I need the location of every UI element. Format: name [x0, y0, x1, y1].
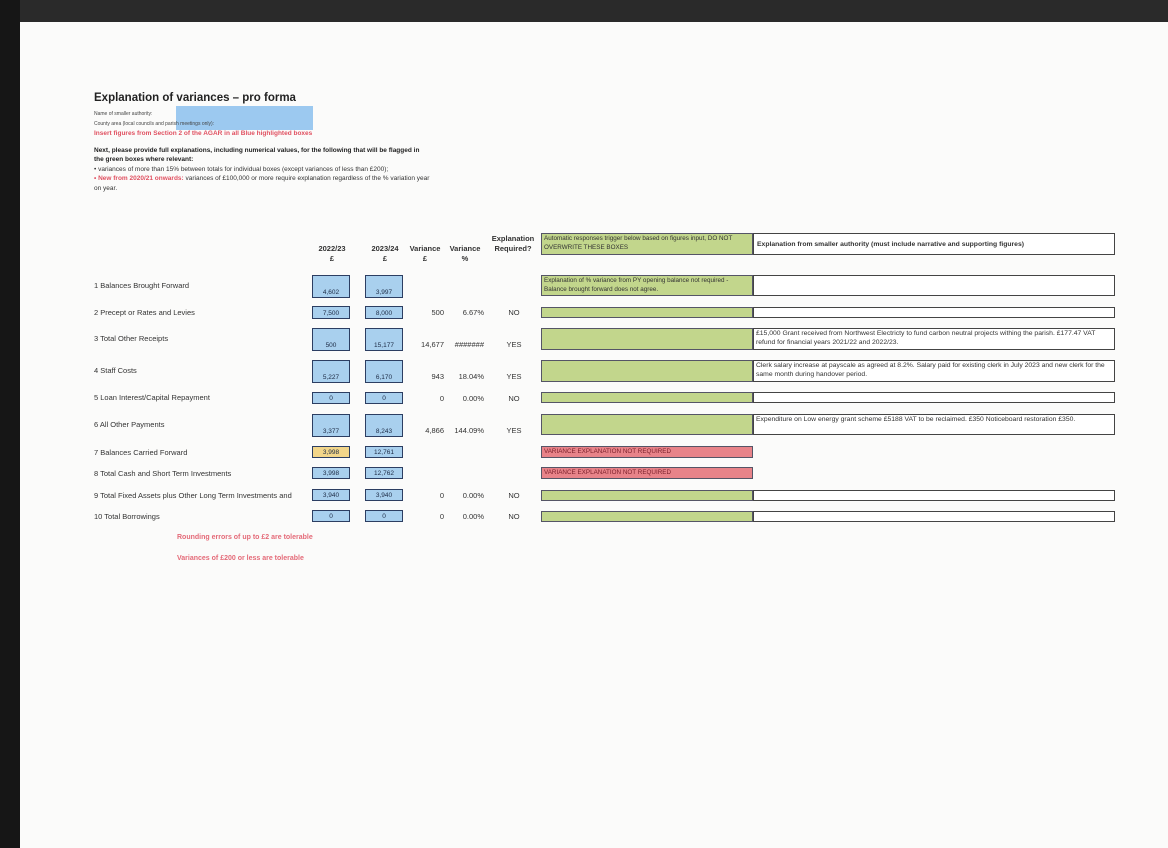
row-label-2: 2 Precept or Rates and Levies [94, 308, 195, 317]
row-label-5: 5 Loan Interest/Capital Repayment [94, 393, 210, 402]
auto-response-row9 [541, 490, 753, 501]
value-2023-24-row9[interactable]: 3,940 [365, 489, 403, 501]
row-label-1: 1 Balances Brought Forward [94, 281, 190, 290]
auto-response-row7: VARIANCE EXPLANATION NOT REQUIRED [541, 446, 753, 458]
required-row10: NO [508, 512, 520, 521]
value-2022-23-row4[interactable]: 5,227 [312, 360, 350, 383]
header-explanation-required-2: Required? [494, 244, 532, 253]
value-2023-24-row10[interactable]: 0 [365, 510, 403, 522]
required-row3: YES [506, 340, 522, 349]
value-2022-23-row9[interactable]: 3,940 [312, 489, 350, 501]
header-2022-23 [310, 244, 354, 264]
new-rule-text: variances of £100,000 or more require explanation regardless of the % variation year [183, 175, 430, 182]
header-2023-24 [363, 244, 407, 264]
value-2023-24-row6[interactable]: 8,243 [365, 414, 403, 437]
header-y1: 2022/23 [318, 244, 346, 253]
variance-row4: 943 [431, 372, 444, 381]
auto-response-row3 [541, 328, 753, 350]
variance-pct-row5: 0.00% [462, 394, 484, 403]
document-page [20, 22, 1168, 848]
tolerance-note-rounding: Rounding errors of up to £2 are tolerable [177, 534, 313, 541]
row-label-8: 8 Total Cash and Short Term Investments [94, 469, 232, 478]
variance-row10: 0 [439, 512, 444, 521]
explanation-row6[interactable]: Expenditure on Low energy grant scheme £5188 VAT to be reclaimed. £350 Noticeboard restoration £350. [753, 414, 1115, 435]
variance-pct-row3: ####### [454, 340, 484, 349]
row-label-3: 3 Total Other Receipts [94, 334, 169, 343]
row-label-6: 6 All Other Payments [94, 420, 165, 429]
explanation-row4[interactable]: Clerk salary increase at payscale as agreed at 8.2%. Salary paid for existing clerk in July 2023 and new clerk for the same month during handover period. [753, 360, 1115, 382]
explanation-row1[interactable] [753, 275, 1115, 296]
header-variance-pct-label: Variance [449, 244, 481, 253]
header-y1-unit: £ [329, 254, 335, 263]
header-variance-pct [444, 244, 486, 264]
variance-row6: 4,866 [425, 426, 444, 435]
variance-row9: 0 [439, 491, 444, 500]
variance-pct-row10: 0.00% [462, 512, 484, 521]
required-row4: YES [506, 372, 522, 381]
scan-border-left [0, 0, 20, 848]
header-y2: 2023/24 [371, 244, 399, 253]
scan-border-top [0, 0, 1168, 22]
value-2022-23-row1[interactable]: 4,602 [312, 275, 350, 298]
auto-responses-header: Automatic responses trigger below based on figures input, DO NOT OVERWRITE THESE BOXES [541, 233, 753, 255]
value-2022-23-row2[interactable]: 7,500 [312, 306, 350, 319]
value-2022-23-row6[interactable]: 3,377 [312, 414, 350, 437]
explanation-row5[interactable] [753, 392, 1115, 403]
value-2022-23-row7[interactable]: 3,998 [312, 446, 350, 458]
row-label-10: 10 Total Borrowings [94, 512, 160, 521]
header-variance-label: Variance [409, 244, 441, 253]
required-row9: NO [508, 491, 520, 500]
county-label: County area (local councils and parish meetings only): [94, 121, 215, 127]
auto-response-row4 [541, 360, 753, 382]
value-2023-24-row4[interactable]: 6,170 [365, 360, 403, 383]
required-row5: NO [508, 394, 520, 403]
variance-row3: 14,677 [421, 340, 444, 349]
instructions-bullet2 [94, 175, 429, 182]
explanation-row3[interactable]: £15,000 Grant received from Northwest Electricty to fund carbon neutral projects withing the parish. £177.47 VAT refund for financial years 2021/22 and 2022/23. [753, 328, 1115, 350]
header-variance-unit: £ [422, 254, 428, 263]
auto-response-row8: VARIANCE EXPLANATION NOT REQUIRED [541, 467, 753, 479]
value-2023-24-row2[interactable]: 8,000 [365, 306, 403, 319]
auto-response-row2 [541, 307, 753, 318]
header-explanation-required-1: Explanation [491, 234, 535, 243]
auto-response-row10 [541, 511, 753, 522]
new-rule-label: • New from 2020/21 onwards: [94, 175, 184, 182]
explanation-row2[interactable] [753, 307, 1115, 318]
value-2023-24-row1[interactable]: 3,997 [365, 275, 403, 298]
explanation-header: Explanation from smaller authority (must include narrative and supporting figures) [753, 233, 1115, 255]
variance-pct-row2: 6.67% [462, 308, 484, 317]
variance-pct-row9: 0.00% [462, 491, 484, 500]
instructions-line1: Next, please provide full explanations, including numerical values, for the following that will be flagged in [94, 147, 420, 154]
header-explanation-required [486, 234, 540, 254]
value-2023-24-row3[interactable]: 15,177 [365, 328, 403, 351]
variance-row5: 0 [439, 394, 444, 403]
value-2022-23-row5[interactable]: 0 [312, 392, 350, 404]
header-variance-pct-unit: % [461, 254, 469, 263]
required-row6: YES [506, 426, 522, 435]
value-2022-23-row3[interactable]: 500 [312, 328, 350, 351]
explanation-row10[interactable] [753, 511, 1115, 522]
header-variance [404, 244, 446, 264]
authority-label: Name of smaller authority: [94, 111, 153, 117]
variance-pct-row4: 18.04% [458, 372, 484, 381]
value-2023-24-row7[interactable]: 12,761 [365, 446, 403, 458]
variance-pct-row6: 144.09% [454, 426, 484, 435]
required-row2: NO [508, 308, 520, 317]
instructions-bullet1: • variances of more than 15% between totals for individual boxes (except variances of less than £200); [94, 166, 389, 173]
tolerance-note-variance: Variances of £200 or less are tolerable [177, 555, 304, 562]
row-label-4: 4 Staff Costs [94, 366, 137, 375]
value-2022-23-row10[interactable]: 0 [312, 510, 350, 522]
value-2022-23-row8[interactable]: 3,998 [312, 467, 350, 479]
instructions-bullet2-cont: on year. [94, 185, 118, 192]
auto-response-row1: Explanation of % variance from PY opening balance not required - Balance brought forward does not agree. [541, 275, 753, 296]
page-title: Explanation of variances – pro forma [94, 92, 296, 104]
auto-response-row5 [541, 392, 753, 403]
value-2023-24-row5[interactable]: 0 [365, 392, 403, 404]
auto-response-row6 [541, 414, 753, 435]
header-y2-unit: £ [382, 254, 388, 263]
variance-row2: 500 [431, 308, 444, 317]
row-label-7: 7 Balances Carried Forward [94, 448, 188, 457]
row-label-9: 9 Total Fixed Assets plus Other Long Term Investments and [94, 491, 292, 500]
instructions-line2: the green boxes where relevant: [94, 156, 194, 163]
value-2023-24-row8[interactable]: 12,762 [365, 467, 403, 479]
insert-note: Insert figures from Section 2 of the AGAR in all Blue highlighted boxes [94, 130, 313, 137]
explanation-row9[interactable] [753, 490, 1115, 501]
